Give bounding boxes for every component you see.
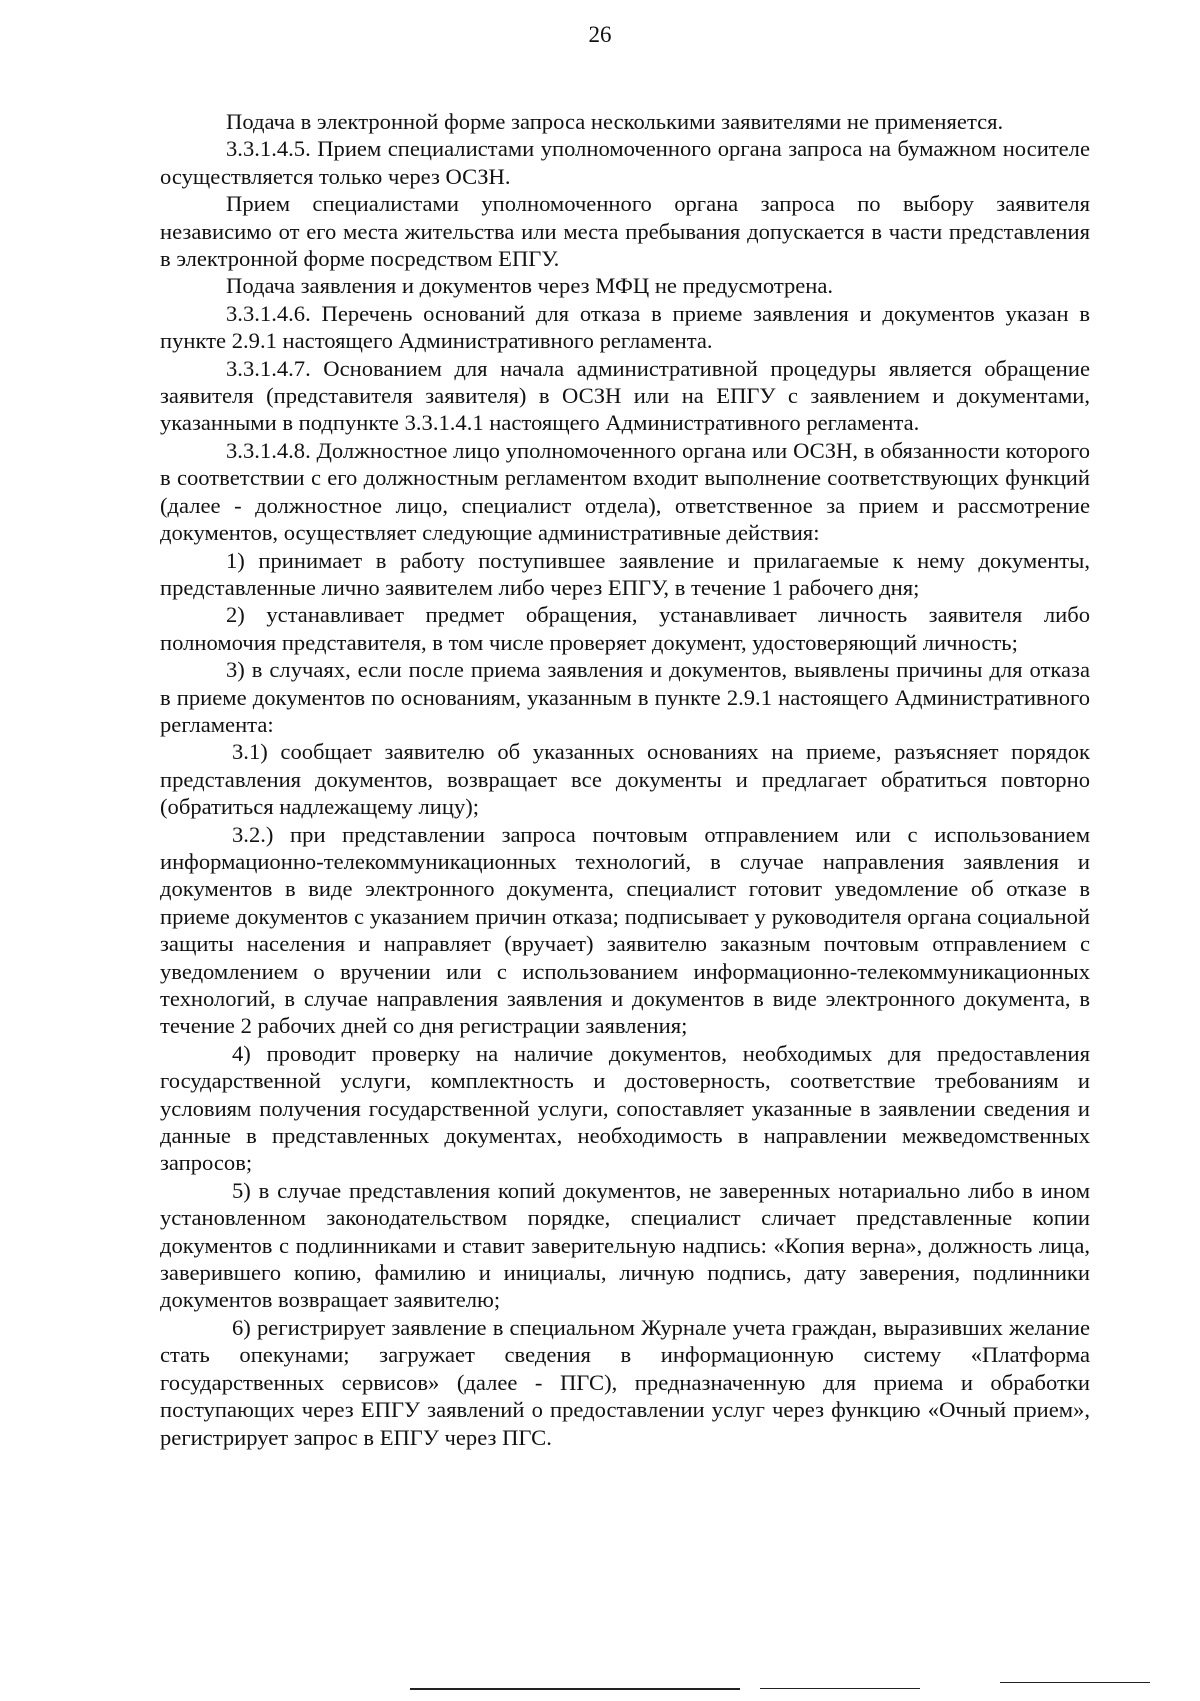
- scan-artifact-line: [760, 1688, 920, 1689]
- paragraph: Прием специалистами уполномоченного органа запроса по выбору заявителя независимо от его места жительства или места пребывания допускается в части представления в электронной форме посредством ЕПГУ.: [160, 191, 1090, 272]
- scan-artifact-line: [1000, 1682, 1150, 1683]
- list-item: 2) устанавливает предмет обращения, устанавливает личность заявителя либо полномочия представителя, в том числе проверяет документ, удостоверяющий личность;: [160, 602, 1090, 655]
- page-number: 26: [588, 22, 612, 47]
- list-item: 1) принимает в работу поступившее заявление и прилагаемые к нему документы, представленные лично заявителем либо через ЕПГУ, в течение 1 рабочего дня;: [160, 547, 1090, 600]
- scan-artifact-line: [410, 1688, 740, 1690]
- list-item: 3) в случаях, если после приема заявления и документов, выявлены причины для отказа в приеме документов по основаниям, указанным в пункте 2.9.1 настоящего Административного регламента:: [160, 657, 1090, 737]
- paragraph: 3.3.1.4.5. Прием специалистами уполномоченного органа запроса на бумажном носителе осуществляется только через ОСЗН.: [160, 136, 1090, 189]
- paragraph: 3.3.1.4.6. Перечень оснований для отказа в приеме заявления и документов указан в пункте 2.9.1 настоящего Административного регламента.: [160, 300, 1090, 354]
- paragraph: 3.3.1.4.7. Основанием для начала административной процедуры является обращение заявителя (представителя заявителя) в ОСЗН или на ЕПГУ с заявлением и документами, указанными в подпункте 3.3.1.4.1 настоящего Административного регламента.: [160, 355, 1090, 436]
- paragraph: 3.3.1.4.8. Должностное лицо уполномоченного органа или ОСЗН, в обязанности которого в соответствии с его должностным регламентом входит выполнение соответствующих функций (далее - должностное лицо, специалист отдела), ответственное за прием и рассмотрение документов, осуществляет следующие административные действия:: [160, 437, 1090, 546]
- list-item: 4) проводит проверку на наличие документов, необходимых для предоставления государственной услуги, комплектность и достоверность, соответствие требованиям и условиям получения государственной услуги, сопоставляет указанные в заявлении сведения и данные в представленных документах, необходимость в направлении межведомственных запросов;: [160, 1040, 1090, 1176]
- list-item: 3.1) сообщает заявителю об указанных основаниях на приеме, разъясняет порядок представления документов, возвращает все документы и предлагает обратиться повторно (обратиться надлежащему лицу);: [160, 739, 1090, 820]
- list-item: 6) регистрирует заявление в специальном Журнале учета граждан, выразивших желание стать опекунами; загружает сведения в информационную систему «Платформа государственных сервисов» (далее - ПГС), предназначенную для приема и обработки поступающих через ЕПГУ заявлений о предоставлении услуг через функцию «Очный прием», регистрирует запрос в ЕПГУ через ПГС.: [160, 1314, 1090, 1450]
- paragraph: Подача заявления и документов через МФЦ не предусмотрена.: [226, 273, 834, 299]
- paragraph: Подача в электронной форме запроса несколькими заявителями не применяется.: [226, 109, 1004, 134]
- document-body: [160, 108, 1090, 1451]
- list-item: 5) в случае представления копий документов, не заверенных нотариально либо в ином установленном законодательством порядке, специалист сличает представленные копии документов с подлинниками и ставит заверительную надпись: «Копия верна», должность лица, заверившего копию, фамилию и инициалы, личную подпись, дату заверения, подлинники документов возвращает заявителю;: [160, 1177, 1090, 1313]
- list-item: 3.2.) при представлении запроса почтовым отправлением или с использованием информационно-телекоммуникационных технологий, в случае направления заявления и документов в виде электронного документа, специалист готовит уведомление об отказе в приеме документов с указанием причин отказа; подписывает у руководителя органа социальной защиты населения и направляет (вручает) заявителю заказным почтовым отправлением с уведомлением о вручении или с использованием информационно-телекоммуникационных технологий, в случае направления заявления и документов в виде электронного документа, в течение 2 рабочих дней со дня регистрации заявления;: [160, 821, 1090, 1039]
